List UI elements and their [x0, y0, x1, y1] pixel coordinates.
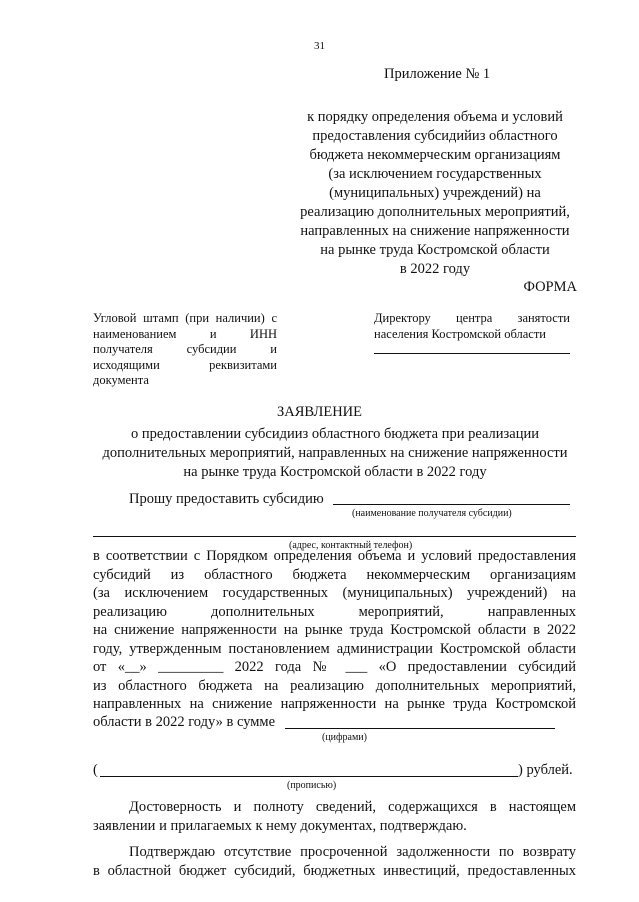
application-title: ЗАЯВЛЕНИЕ — [276, 404, 363, 420]
page-number: 31 — [314, 40, 325, 52]
stamp-line: наименованием и ИНН — [93, 326, 277, 341]
appendix-line: к порядку определения объема и условий — [307, 109, 563, 125]
appendix-title: Приложение № 1 — [384, 66, 491, 82]
body-line: реализацию дополнительных мероприятий, направленных — [93, 603, 576, 620]
subtitle-line: дополнительных мероприятий, направленных на снижение напряженности — [102, 445, 568, 461]
application-subtitle — [70, 425, 600, 482]
body-line: (за исключением государственных (муниципальных) учреждений) на — [93, 585, 576, 601]
subtitle-line: на рынке труда Костромской области в 2022 году — [183, 464, 487, 480]
stamp-line: документа — [93, 373, 149, 387]
stamp-line: Угловой штамп (при наличии) с — [93, 311, 277, 325]
appendix-line: предоставления субсидийиз областного — [312, 128, 558, 144]
amount-digits-field[interactable] — [285, 728, 555, 729]
appendix-line: направленных на снижение напряженности — [300, 223, 570, 239]
paragraph-line: Подтверждаю отсутствие просроченной задолженности по возврату — [129, 844, 576, 860]
appendix-line: (за исключением государственных — [328, 166, 542, 182]
body-line: в соответствии с Порядком определения объема и условий предоставления — [93, 548, 576, 564]
paragraph-no-debt — [93, 843, 576, 880]
address-caption: (адрес, контактный телефон) — [289, 540, 413, 551]
paragraph-reliability — [93, 798, 576, 835]
appendix-line: бюджета некоммерческим организациям — [309, 147, 561, 163]
paragraph-line: Достоверность и полноту сведений, содержащихся в настоящем — [129, 799, 576, 815]
corner-stamp-note — [93, 311, 277, 389]
body-text — [93, 547, 576, 714]
addressee-line: населения Костромской области — [374, 326, 546, 341]
appendix-line: реализацию дополнительных мероприятий, — [300, 204, 570, 220]
appendix-line: на рынке труда Костромской области — [320, 242, 550, 258]
body-line: году, утвержденным постановлением администрации Костромской области — [93, 640, 576, 657]
body-line: из областного бюджета на реализацию дополнительных мероприятий, — [93, 677, 576, 694]
amount-digits-caption: (цифрами) — [322, 732, 367, 743]
amount-words-open: ( — [93, 762, 98, 778]
subtitle-line: о предоставлении субсидииз областного бюджета при реализации — [131, 426, 539, 442]
body-line: субсидий из областного бюджета некоммерческим организациям — [93, 566, 576, 583]
body-line: от «__» _________ 2022 года № ___ «О предоставлении субсидий — [93, 659, 576, 675]
request-text: Прошу предоставить субсидию — [129, 491, 324, 507]
recipient-name-caption: (наименование получателя субсидии) — [352, 508, 512, 519]
form-label: ФОРМА — [523, 279, 577, 295]
paragraph-line: заявлении и прилагаемых к нему документах, подтверждаю. — [93, 817, 467, 834]
addressee-line: Директору центра занятости — [374, 311, 570, 325]
sum-line-text: области в 2022 году» в сумме — [93, 714, 276, 730]
body-line: на снижение напряженности на рынке труда Костромской области в 2022 — [93, 622, 576, 638]
appendix-line: (муниципальных) учреждений) на — [329, 185, 541, 201]
addressee-fill-line[interactable] — [374, 353, 570, 354]
appendix-line: в 2022 году — [399, 261, 471, 277]
amount-words-close: ) рублей. — [518, 762, 573, 778]
amount-words-caption: (прописью) — [287, 780, 337, 791]
amount-words-field[interactable] — [100, 776, 518, 777]
stamp-line: исходящими реквизитами — [93, 357, 277, 372]
addressee-block — [374, 311, 570, 342]
appendix-description — [285, 108, 585, 279]
body-line: направленных на снижение напряженности на рынке труда Костромской — [93, 696, 576, 712]
paragraph-line: в областной бюджет субсидий, бюджетных инвестиций, предоставленных — [93, 862, 576, 879]
recipient-name-field[interactable] — [333, 504, 570, 505]
stamp-line: получателя субсидии и — [93, 342, 277, 356]
address-field[interactable] — [93, 536, 576, 537]
